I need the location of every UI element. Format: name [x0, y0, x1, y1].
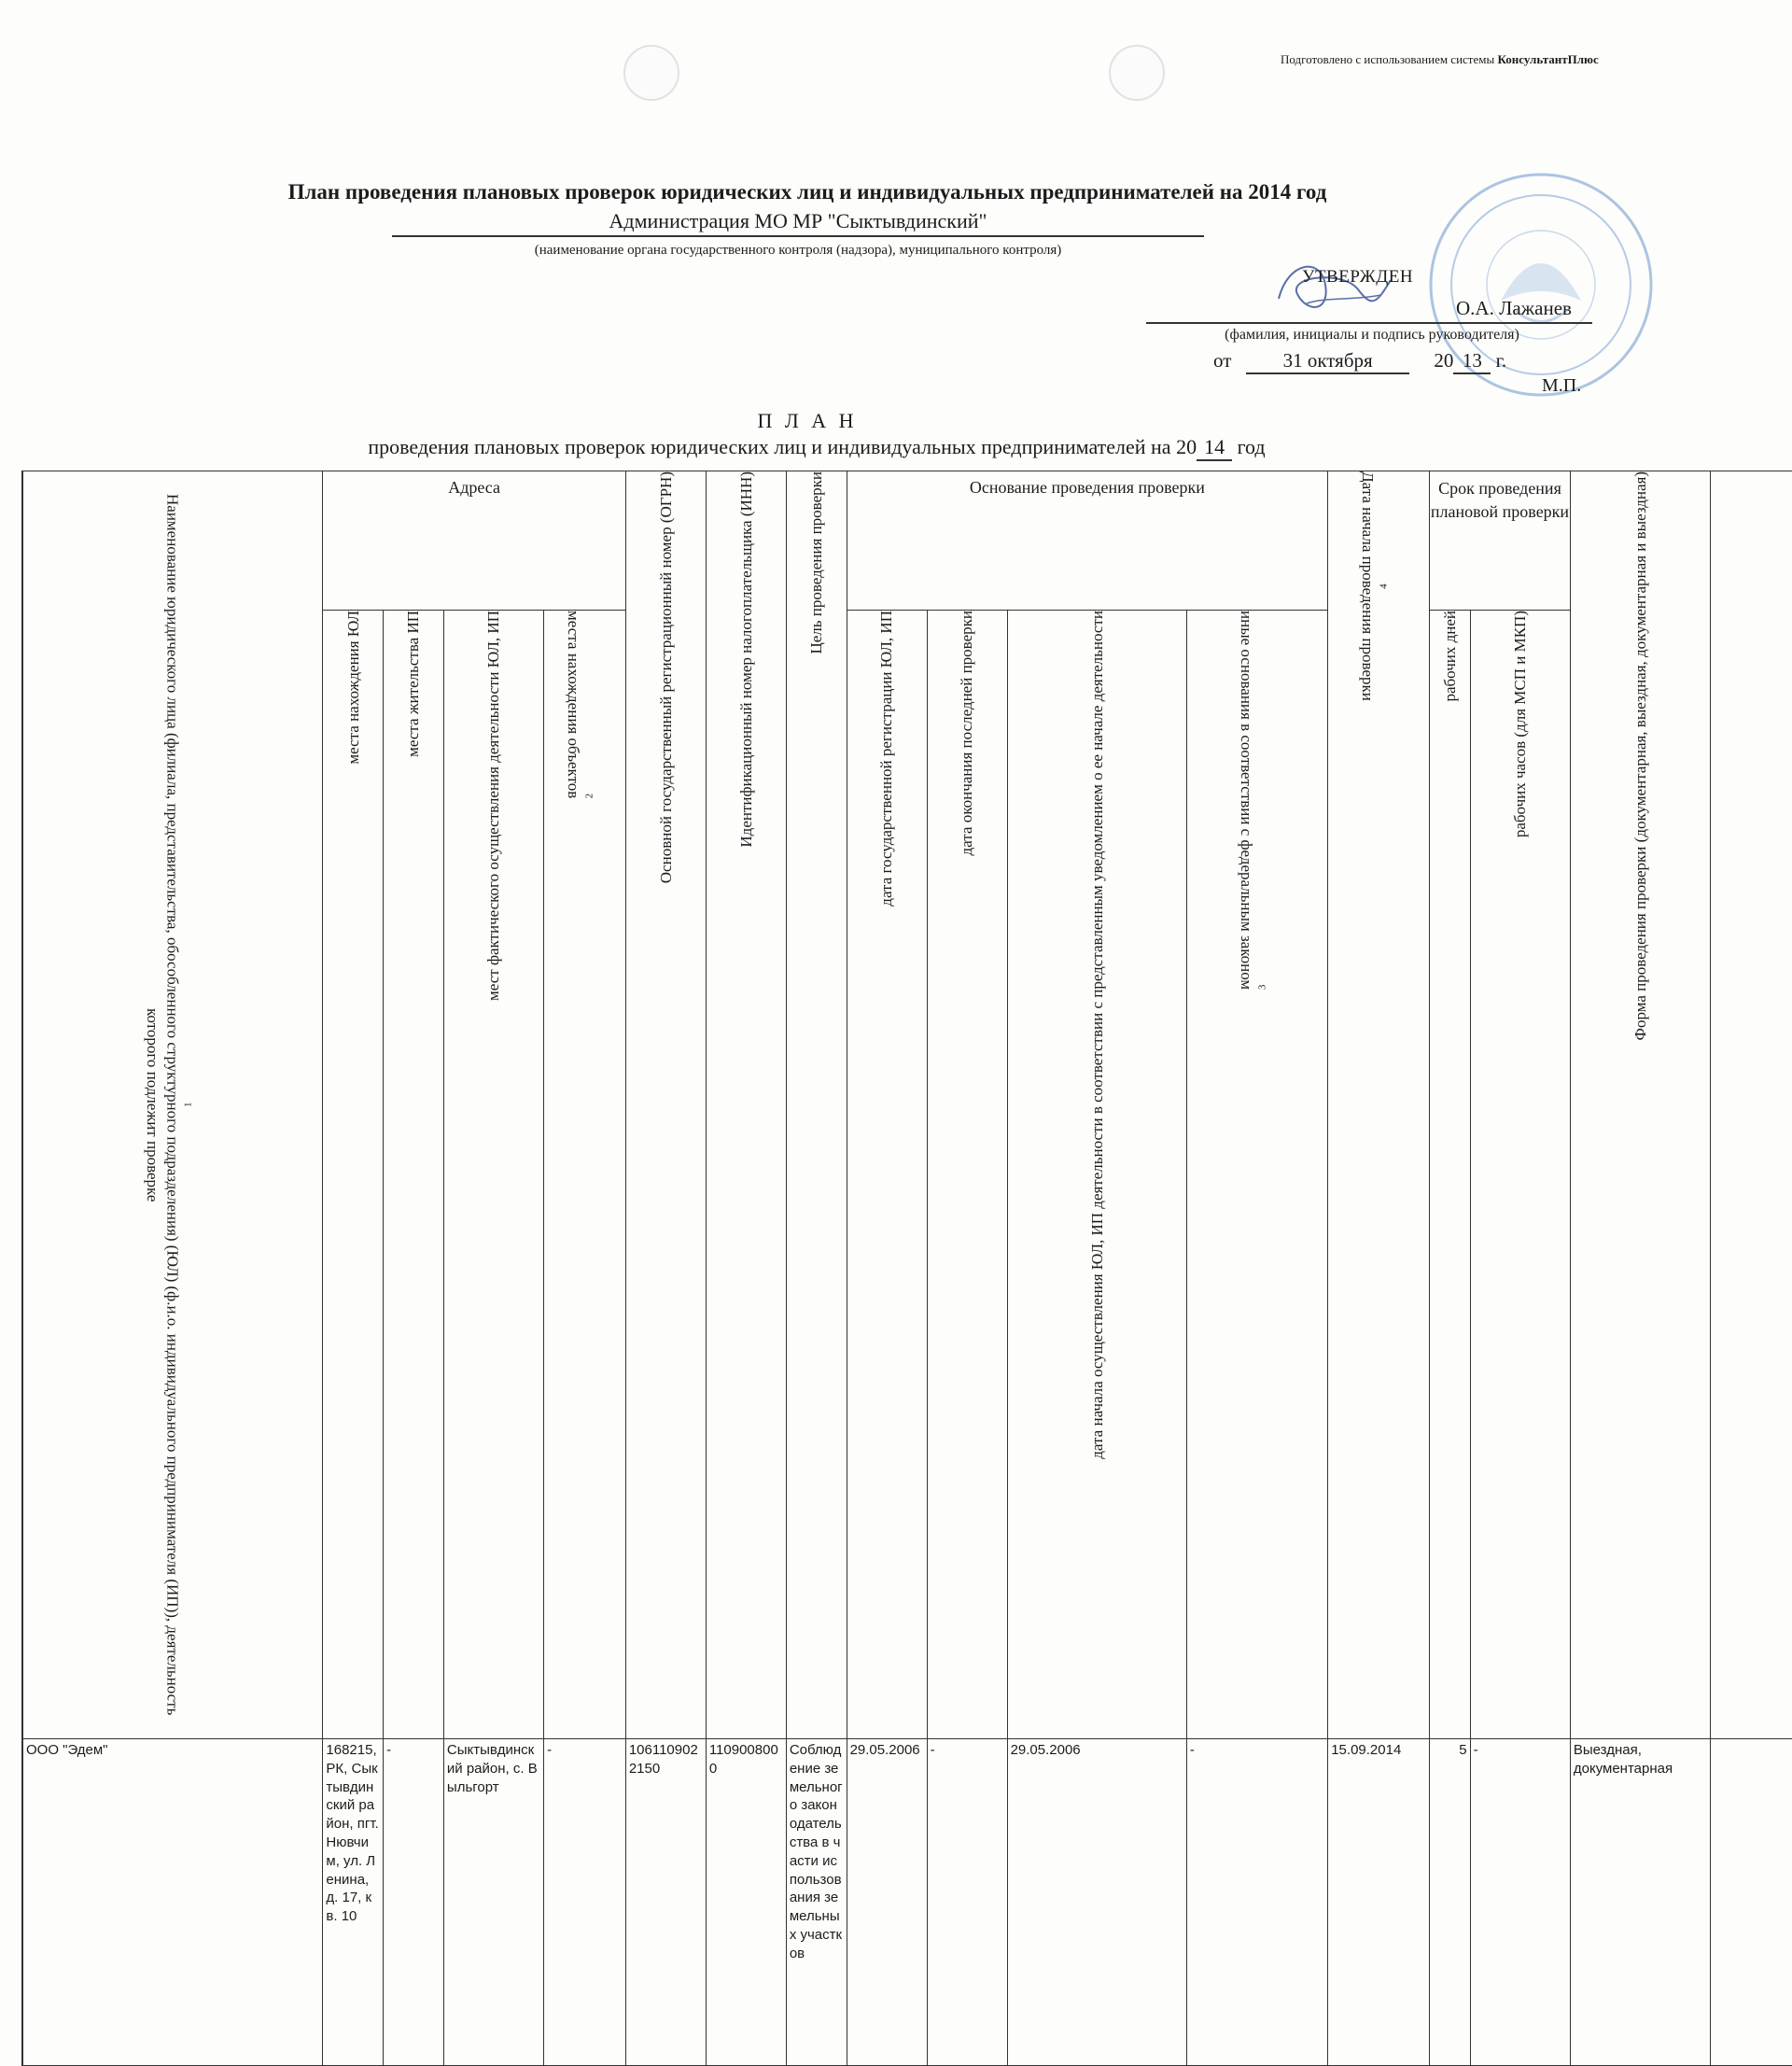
cell-addr-actual: Сыктывдинский район, с. Выльгорт [443, 1739, 543, 2066]
header-form: Форма проведения проверки (документарная, выездная, документарная и выездная) [1570, 471, 1710, 1739]
header-addr-actual: мест фактического осуществления деятельности ЮЛ, ИП [443, 610, 543, 1738]
header-basis-other: иные основания в соответствии с федеральным законом $^3$ [1186, 610, 1327, 1738]
organization-name: Администрация МО МР "Сыктывдинский" [392, 209, 1204, 237]
cell-basis-reg: 29.05.2006 [847, 1739, 927, 2066]
header-days: рабочих дней [1430, 610, 1471, 1738]
cell-basis-last: - [927, 1739, 1007, 2066]
approved-label: УТВЕРЖДЕН [1302, 267, 1413, 288]
inspection-plan-table [21, 471, 1792, 2066]
plan-subtitle [0, 435, 1633, 461]
header-group-term: Срок проведения плановой проверки [1430, 471, 1571, 611]
consultant-note [1281, 52, 1599, 67]
header-addr-residence: места жительства ИП [384, 610, 444, 1738]
approver-underline [1146, 322, 1592, 324]
header-basis-last: дата окончания последней проверки [927, 610, 1007, 1738]
cell-name: ООО "Эдем" [23, 1739, 323, 2066]
cell-purpose: Соблюдение земельного законодательства в части использования зе [786, 1739, 847, 2066]
consultant-brand: КонсультантПлюс [1497, 52, 1598, 66]
plan-subtitle-suffix: год [1238, 435, 1266, 458]
cell-form: Выездная, документарная [1570, 1739, 1710, 2066]
document-title: План проведения плановых проверок юридических лиц и индивидуальных предпринимателей на 2014 год [0, 180, 1615, 204]
cell-hours: - [1470, 1739, 1570, 2066]
approval-date [1213, 349, 1506, 374]
cell-inn: 1109008000 [706, 1739, 786, 2066]
plan-subtitle-prefix: проведения плановых проверок юридических лиц и индивидуальных предпринимателей на 20 [368, 435, 1197, 458]
punch-hole-right [1109, 45, 1165, 101]
header-ogrn: Основной государственный регистрационный номер (ОГРН) [625, 471, 706, 1739]
organization-caption: (наименование органа государственного контроля (надзора), муниципального контроля) [392, 243, 1204, 259]
date-prefix: от [1213, 349, 1231, 372]
punch-hole-left [623, 45, 679, 101]
header-name: Наименование юридического лица (филиала, представительства, обособленного структурного подразделения) (ЮЛ) (ф.и.о. индивидуального предпринимателя (ИП)), деятельность которого подлежит проверке $^1$ [23, 471, 323, 1739]
header-basis-reg: дата государственной регистрации ЮЛ, ИП [847, 610, 927, 1738]
cell-joint [1710, 1739, 1792, 2066]
header-group-addresses: Адреса [323, 471, 625, 611]
consultant-prefix: Подготовлено с использованием системы [1281, 52, 1497, 66]
approver-caption: (фамилия, инициалы и подпись руководителя) [1157, 327, 1587, 344]
cell-basis-other: - [1186, 1739, 1327, 2066]
header-purpose: Цель проведения проверки [786, 471, 847, 1739]
cell-basis-start: 29.05.2006 [1007, 1739, 1186, 2066]
header-hours: рабочих часов (для МСП и МКП) [1470, 610, 1570, 1738]
date-day-month: 31 октября [1246, 349, 1409, 374]
header-start-date: Дата начала проведения проверки $^4$ [1328, 471, 1430, 1739]
header-addr-objects: места нахождения объектов $^2$ [544, 610, 626, 1738]
cell-ogrn: 1061109022150 [625, 1739, 706, 2066]
cell-start-date: 15.09.2014 [1328, 1739, 1430, 2066]
approver-name: О.А. Лажанев [1456, 297, 1572, 320]
header-inn: Идентификационный номер налогоплательщика (ИНН) [706, 471, 786, 1739]
year-suffix: 13 [1453, 349, 1491, 374]
header-basis-start: дата начала осуществления ЮЛ, ИП деятельности в соответствии с представленным уведомлением о ее начале деятельности [1007, 610, 1186, 1738]
year-unit: г. [1496, 349, 1507, 372]
plan-title: П Л А Н [0, 409, 1615, 433]
header-group-basis: Основание проведения проверки [847, 471, 1328, 611]
header-addr-legal: места нахождения ЮЛ [323, 610, 384, 1738]
cell-addr-residence: - [384, 1739, 444, 2066]
header-joint [1710, 471, 1792, 1739]
stamp-place: М.П. [1542, 375, 1581, 397]
cell-addr-legal: 168215, РК, Сыктывдинский район, пгт. Нювчим, ул. Ленина, д. 17, к [323, 1739, 384, 2066]
cell-addr-objects: - [544, 1739, 626, 2066]
plan-subtitle-year: 14 [1197, 435, 1232, 461]
year-prefix: 20 [1434, 349, 1453, 372]
table-row [22, 1739, 1792, 2066]
cell-days: 5 [1430, 1739, 1471, 2066]
